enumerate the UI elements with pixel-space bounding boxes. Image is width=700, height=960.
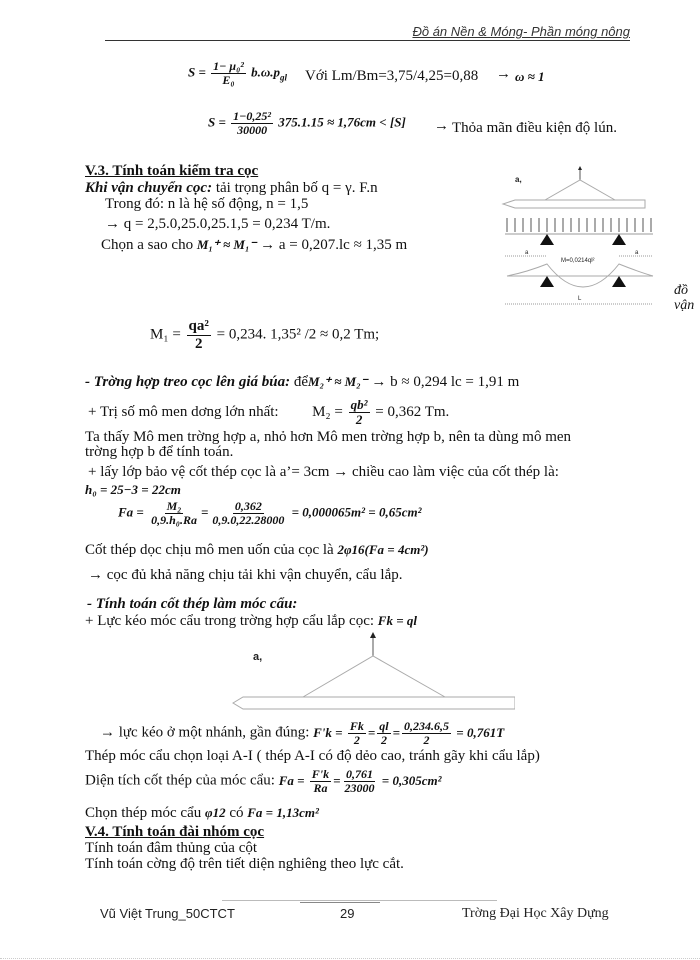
diagram-label-a: a, (515, 175, 522, 184)
svg-text:a,: a, (253, 651, 263, 663)
footer-divider (222, 900, 497, 901)
settlement-conclusion: Thỏa mãn điều kiện độ lún. (452, 120, 617, 136)
arrow-icon: → (333, 464, 349, 480)
ratio-text: Với Lm/Bm=3,75/4,25=0,88 (305, 68, 479, 84)
footer-page-number: 29 (340, 906, 355, 921)
svg-text:a: a (525, 250, 529, 256)
hang-case-line: - Trờng hợp treo cọc lên giá búa: đểM₂⁺ ≈ M₂⁻ → b ≈ 0,294 lc = 1,91 m (85, 374, 520, 390)
fa-formula: Fa = $\frac{\text{M₂}}{\text{0,9.h₀.Ra}}$ = $\frac{0,362}{0,9.0,22.28000}$ = 0,000065m² = 0,65cm² (118, 499, 422, 528)
arrow-icon: → (260, 237, 276, 253)
section-title-v4: V.4. Tính toán đài nhóm cọc (85, 824, 265, 840)
pile-transport-diagram (495, 160, 665, 320)
area-line: Diện tích cốt thép của móc cẩu: Fa = $\frac{F'k}{Ra}$ = $\frac{0,761}{23000}$ = 0,305cm² (85, 767, 442, 796)
settlement-value-formula: S = $\frac{\text{1−0,25²}}{30000}$ 375.1.15 ≈ 1,76cm < [S] (208, 109, 406, 138)
v4-line-2: Tính toán cờng độ trên tiết diện nghiêng theo lực cắt. (85, 856, 404, 872)
pile-hook-diagram (225, 630, 515, 710)
transport-line: Khi vận chuyển cọc: tải trọng phân bố q = γ. F.n (85, 180, 378, 196)
cover-line: + lấy lớp bảo vệ cốt thép cọc là a’= 3cm → chiều cao làm việc của cốt thép là: (88, 464, 559, 480)
choose-hook-line: Chọn thép móc cẩu φ12 có Fa = 1,13cm² (85, 805, 319, 821)
footer-divider-accent (300, 902, 380, 903)
steel-type-line: Thép móc cẩu chọn loại A-I ( thép A-I có độ dẻo cao, tránh gãy khi cẩu lắp) (85, 748, 540, 764)
svg-text:a: a (635, 250, 639, 256)
v4-line-1: Tính toán đâm thủng của cột (85, 840, 258, 856)
hook-title: - Tính toán cốt thép làm móc cẩu: (87, 596, 298, 612)
diagram-side-caption: đồ vận (674, 283, 695, 313)
settlement-general-formula: S = $\frac{\text{1− μ₀²}}{\text{E₀}}$ $b.\omega.p_{gl}$ (188, 59, 288, 88)
page-header-title: Đồ án Nền & Móng- Phần móng nông (412, 24, 630, 39)
arrow-icon: → (371, 374, 387, 390)
choose-a-line: Chọn a sao cho M₁⁺ ≈ M₁⁻ → a = 0,207.lc ≈ 1,35 m (101, 237, 408, 253)
max-moment-line: + Trị số mô men dơng lớn nhất: M₂ = $\frac{\text{qb²}}{2}$ = 0,362 Tm. (88, 397, 450, 428)
svg-text:L: L (578, 296, 582, 302)
rebar-line: Cốt thép dọc chịu mô men uốn của cọc là 2φ16(Fa = 4cm²) (85, 542, 429, 558)
section-title-v3: V.3. Tính toán kiểm tra cọc (85, 163, 259, 179)
q-calc-line: → q = 2,5.0,25.0,25.1,5 = 0,234 T/m. (105, 216, 331, 232)
arrow-icon: → (100, 724, 119, 741)
page-bottom-border (0, 958, 700, 959)
arrow-icon: → (88, 567, 107, 583)
compare-paragraph: Ta thấy Mô men trờng hợp a, nhỏ hơn Mô men trờng hợp b, nên ta dùng mô men trờng hợp b để tính toán. (85, 429, 572, 460)
footer-author: Vũ Việt Trung_50CTCT (100, 906, 235, 921)
m1-formula: M₁ = $\frac{\text{qa²}}{2}$ = 0,234. 1,35² /2 ≈ 0,2 Tm; (150, 318, 380, 352)
where-text: Trong đó: n là hệ số động, n = 1,5 (105, 196, 309, 212)
hook-force-line: + Lực kéo móc cẩu trong trờng hợp cẩu lắp cọc: Fk = ql (85, 613, 417, 629)
ratio-result: ω ≈ 1 (515, 69, 545, 84)
h0-formula: h₀ = 25−3 = 22cm (85, 482, 181, 497)
footer-school: Trờng Đại Học Xây Dựng (462, 906, 609, 921)
branch-force-line: → lực kéo ở một nhánh, gần đúng: F'k = $\frac{Fk}{2}$ = $\frac{ql}{2}$ = $\frac{0,234.6,5}{2}$ = 0,761T (100, 719, 505, 748)
capacity-line: → cọc đủ khả năng chịu tải khi vận chuyển, cẩu lắp. (88, 567, 403, 583)
arrow-icon: → (105, 216, 124, 232)
arrow-icon: → (434, 118, 449, 134)
moment-label: M=0,0214ql² (561, 258, 595, 264)
header-divider (105, 40, 630, 41)
arrow-icon: → (496, 66, 511, 82)
